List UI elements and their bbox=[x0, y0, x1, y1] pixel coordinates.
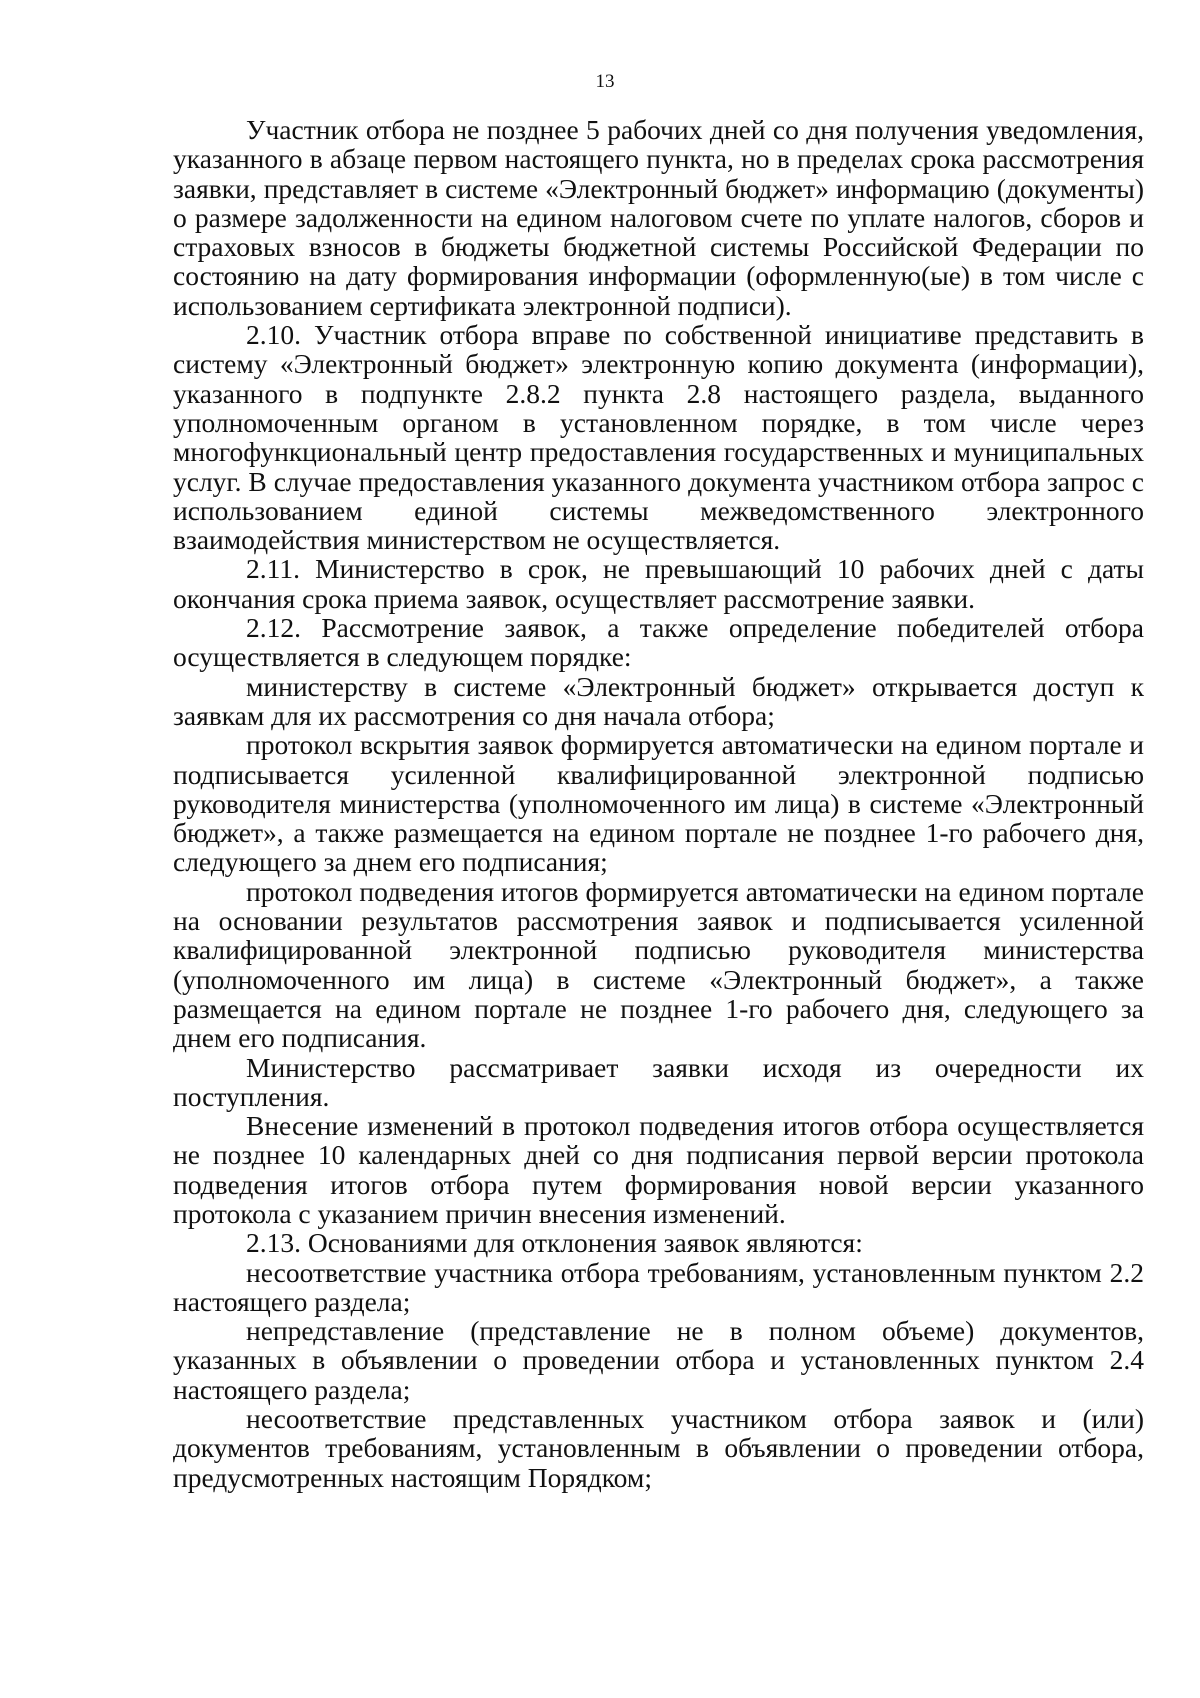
paragraph: Участник отбора не позднее 5 рабочих дней со дня получения уведомления, указанного в абзаце первом настоящего пункта, но в пределах срока рассмотрения заявки, представляет в системе «Электронный бюджет» информацию (документы) о размере задолженности на едином налоговом счете по уплате налогов, сборов и страховых взносов в бюджеты бюджетной системы Российской Федерации по состоянию на дату формирования информации (оформленную(ые) в том числе с использованием сертификата электронной подписи). bbox=[173, 114, 1144, 321]
paragraph: протокол подведения итогов формируется автоматически на едином портале на основании результатов рассмотрения заявок и подписывается усиленной квалифицированной электронной подписью руководителя министерства (уполномоченного им лица) в системе «Электронный бюджет», а также размещается на едином портале не позднее 1-го рабочего дня, следующего за днем его подписания. bbox=[173, 875, 1144, 1054]
paragraph: 2.11. Министерство в срок, не превышающий 10 рабочих дней с даты окончания срока приема заявок, осуществляет рассмотрение заявки. bbox=[173, 553, 1144, 614]
paragraph: 2.12. Рассмотрение заявок, а также определение победителей отбора осуществляется в следующем порядке: bbox=[173, 612, 1144, 673]
paragraph: 2.10. Участник отбора вправе по собственной инициативе представить в систему «Электронный бюджет» электронную копию документа (информации), указанного в подпункте 2.8.2 пункта 2.8 настоящего раздела, выданного уполномоченным органом в установленном порядке, в том числе через многофункциональный центр предоставления государственных и муниципальных услуг. В случае предоставления указанного документа участником отбора запрос с использованием единой системы межведомственного электронного взаимодействия министерством не осуществляется. bbox=[173, 319, 1144, 556]
paragraph: Министерство рассматривает заявки исходя из очередности их поступления. bbox=[173, 1051, 1144, 1112]
paragraph: протокол вскрытия заявок формируется автоматически на едином портале и подписывается усиленной квалифицированной электронной подписью руководителя министерства (уполномоченного им лица) в системе «Электронный бюджет», а также размещается на едином портале не позднее 1-го рабочего дня, следующего за днем его подписания; bbox=[173, 729, 1144, 878]
paragraph: несоответствие представленных участником отбора заявок и (или) документов требованиям, установленным в объявлении о проведении отбора, предусмотренных настоящим Порядком; bbox=[173, 1403, 1144, 1493]
page-number: 13 bbox=[595, 71, 615, 92]
paragraph: непредставление (представление не в полном объеме) документов, указанных в объявлении о проведении отбора и установленных пунктом 2.4 настоящего раздела; bbox=[173, 1315, 1144, 1405]
paragraph: 2.13. Основаниями для отклонения заявок являются: bbox=[246, 1227, 863, 1259]
paragraph: министерству в системе «Электронный бюджет» открывается доступ к заявкам для их рассмотрения со дня начала отбора; bbox=[173, 670, 1144, 731]
paragraph: Внесение изменений в протокол подведения итогов отбора осуществляется не позднее 10 календарных дней со дня подписания первой версии протокола подведения итогов отбора путем формирования новой версии указанного протокола с указанием причин внесения изменений. bbox=[173, 1110, 1144, 1229]
document-body bbox=[173, 115, 1144, 1492]
paragraph: несоответствие участника отбора требованиям, установленным пунктом 2.2 настоящего раздела; bbox=[173, 1256, 1144, 1317]
